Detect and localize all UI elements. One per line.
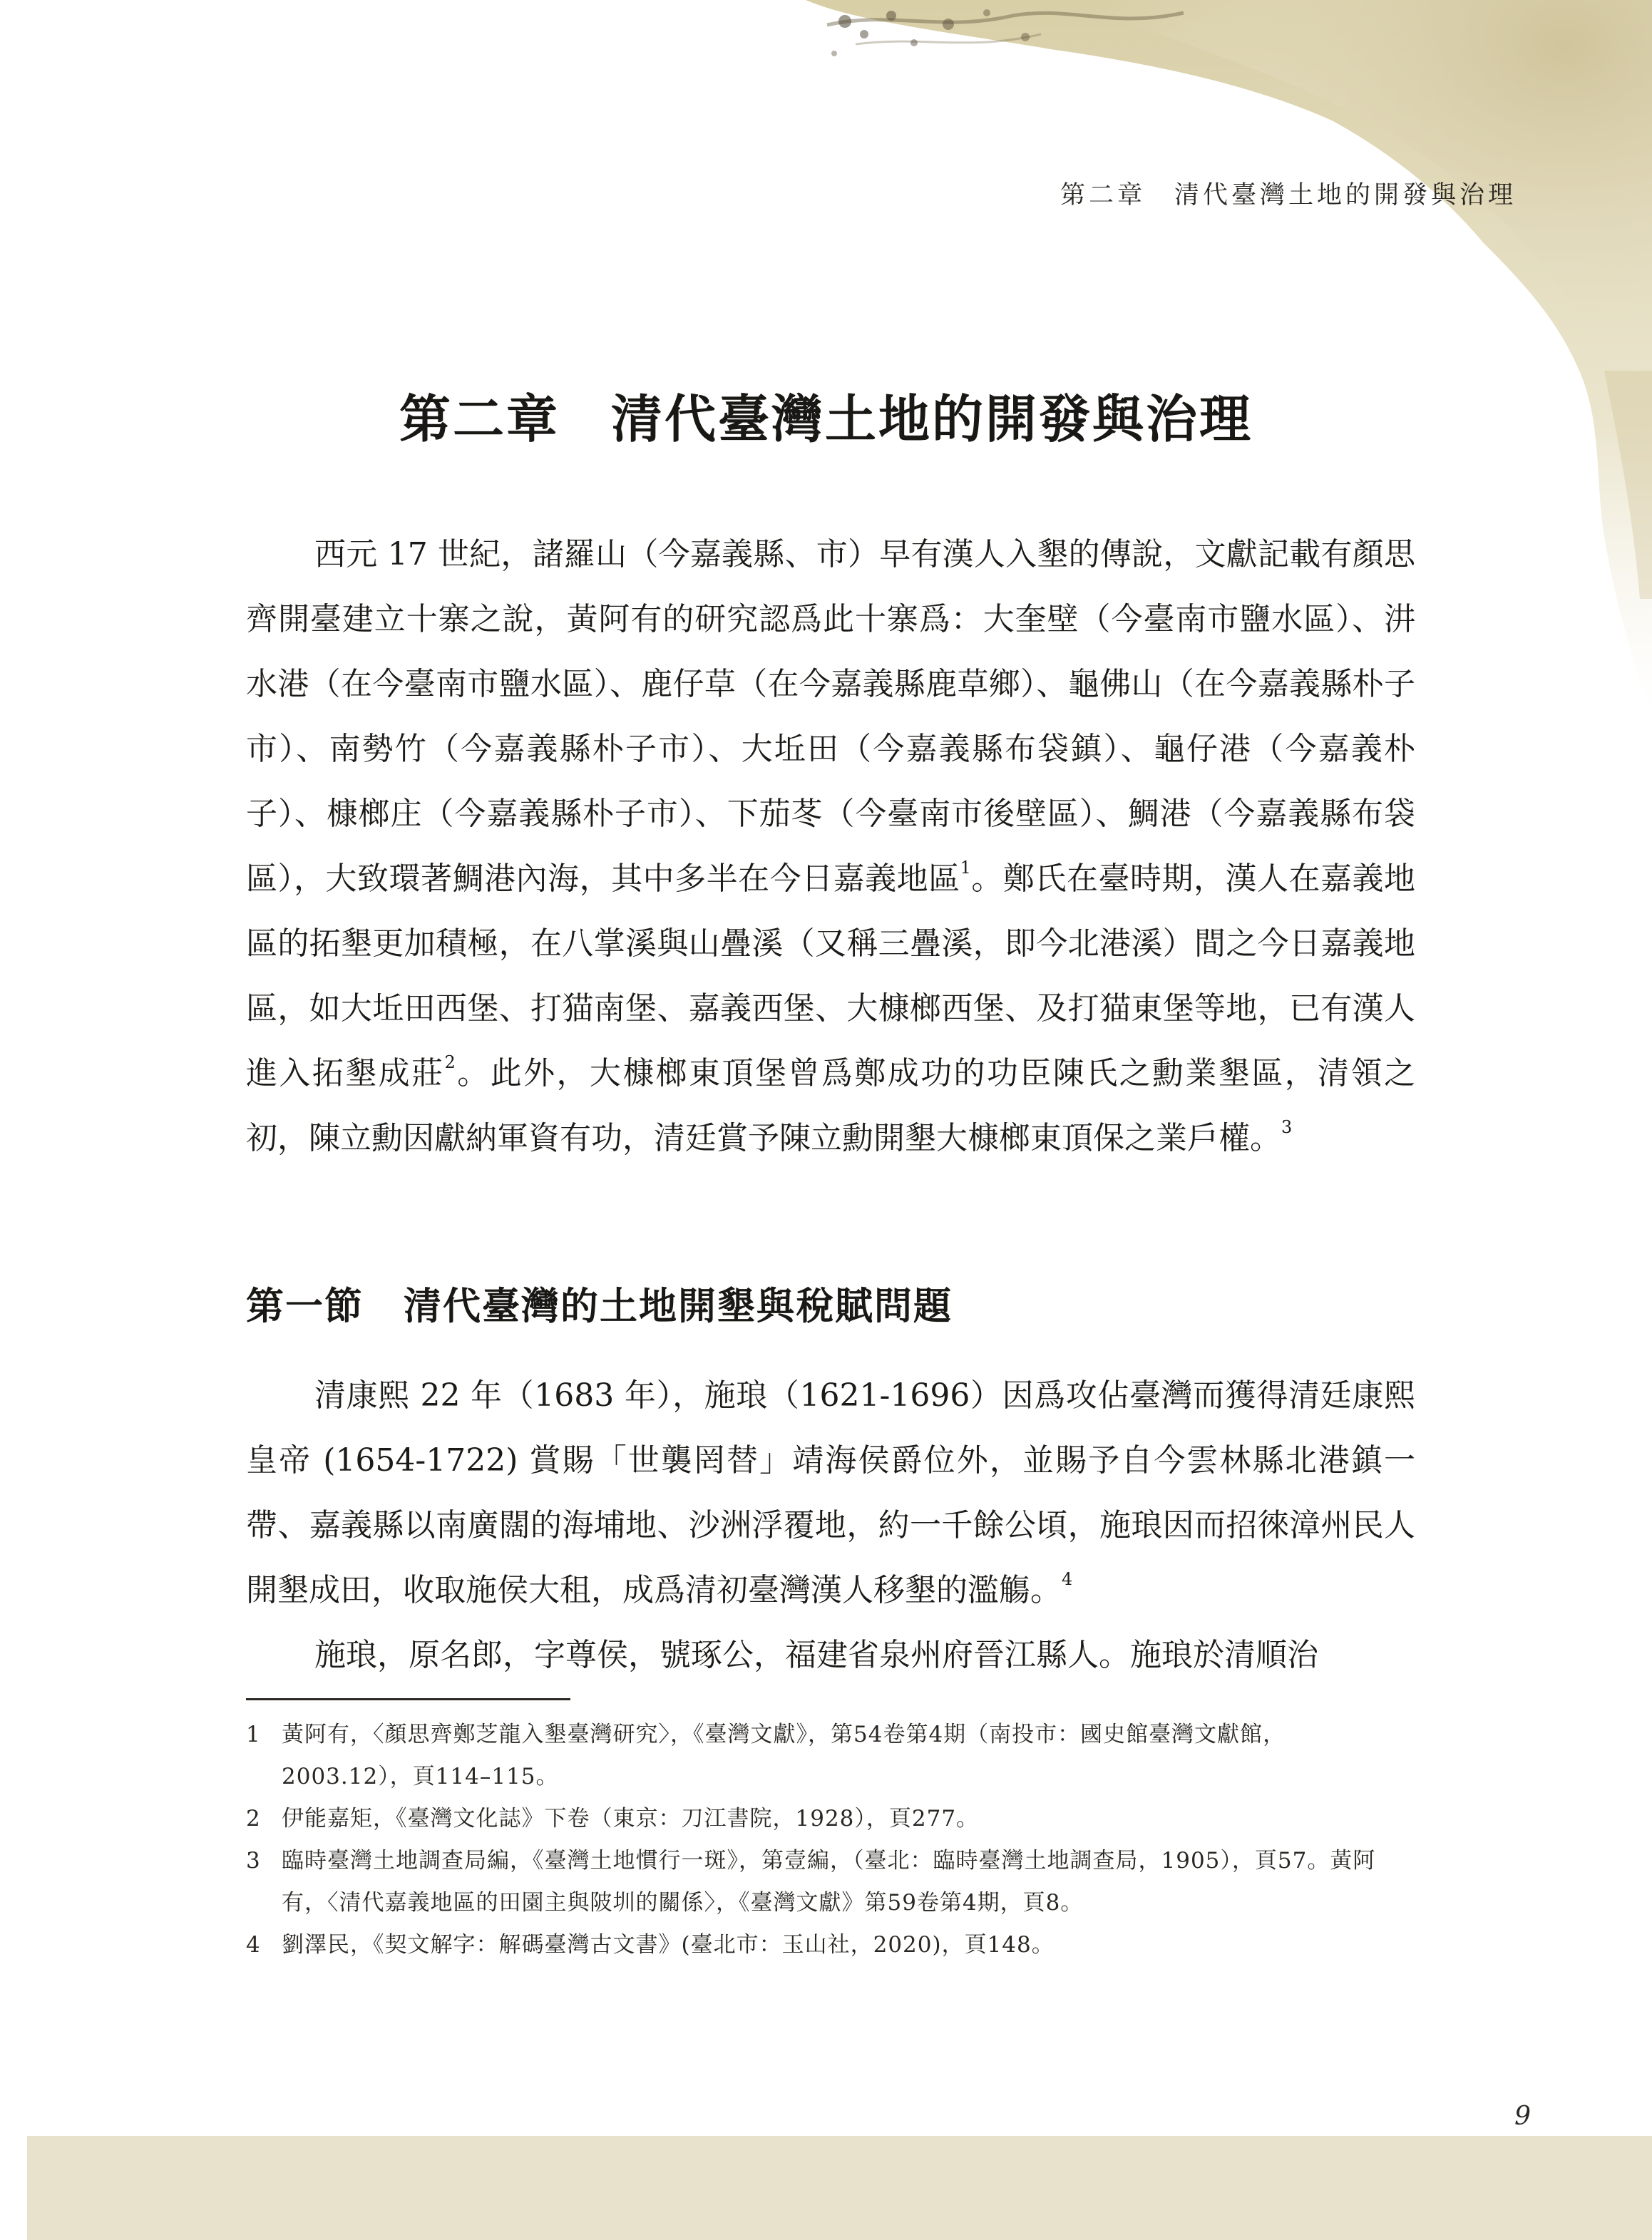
footnote-text: 黃阿有，〈顏思齊鄭芝龍入墾臺灣研究〉，《臺灣文獻》，第54卷第4期（南投市：國史館臺灣文獻館，2003.12），頁114–115。 xyxy=(282,1722,1286,1789)
footnote-ref-4[interactable]: 4 xyxy=(1062,1569,1073,1589)
footnotes xyxy=(246,1714,1401,1966)
section-label: 第一節 xyxy=(246,1284,364,1328)
intro-block xyxy=(246,522,1415,1171)
section-paragraph: 清康熙 22 年（1683 年），施琅（1621-1696）因爲攻佔臺灣而獲得清廷康熙皇帝 (1654-1722) 賞賜「世襲罔替」靖海侯爵位外，並賜予自今雲林縣北港鎮一帶、嘉義縣以南廣闊的海埔地、沙洲浮覆地，約一千餘公頃，施琅因而招徠漳州民人開墾成田，收取施侯大租，成爲清初臺灣漢人移墾的濫觴。$^4$ xyxy=(246,1377,1415,1608)
footnote-item xyxy=(246,1840,1401,1924)
footnote-number: 3 xyxy=(246,1848,261,1874)
chapter-name: 清代臺灣土地的開發與治理 xyxy=(611,389,1253,449)
footnote-item xyxy=(246,1714,1401,1798)
footnote-ref-3[interactable]: 3 xyxy=(1281,1117,1293,1137)
footnote-divider xyxy=(246,1698,570,1700)
footnote-text: 劉澤民，《契文解字：解碼臺灣古文書》(臺北市：玉山社，2020)，頁148。 xyxy=(282,1932,1055,1958)
section-body xyxy=(246,1363,1415,1687)
header-chapter-label: 第二章 xyxy=(1060,181,1146,210)
footnote-number: 4 xyxy=(246,1932,261,1958)
running-header xyxy=(1060,175,1517,211)
footnote-text: 伊能嘉矩，《臺灣文化誌》下卷（東京：刀江書院，1928），頁277。 xyxy=(282,1806,980,1831)
footnote-item xyxy=(246,1798,1401,1840)
bottom-color-band xyxy=(27,2136,1652,2240)
chapter-label: 第二章 xyxy=(399,389,560,449)
footnote-item xyxy=(246,1924,1401,1966)
footnote-text: 臨時臺灣土地調查局編，《臺灣土地慣行一斑》，第壹編，（臺北：臨時臺灣土地調查局，1905），頁57。黃阿有，〈清代嘉義地區的田園主與陂圳的關係〉，《臺灣文獻》第59卷第4期，頁8。 xyxy=(282,1848,1376,1916)
footnote-number: 1 xyxy=(246,1722,261,1747)
header-chapter-name: 清代臺灣土地的開發與治理 xyxy=(1174,181,1517,210)
footnote-number: 2 xyxy=(246,1806,261,1831)
section-name: 清代臺灣的土地開墾與稅賦問題 xyxy=(404,1284,953,1328)
footnote-ref-2[interactable]: 2 xyxy=(444,1052,456,1072)
section-paragraph: 施琅，原名郎，字尊侯，號琢公，福建省泉州府晉江縣人。施琅於清順治 xyxy=(314,1637,1318,1673)
chapter-title xyxy=(0,378,1652,452)
footnote-ref-1[interactable]: 1 xyxy=(960,858,971,878)
page-number: 9 xyxy=(1514,2102,1531,2131)
intro-paragraph: 西元 17 世紀，諸羅山（今嘉義縣、市）早有漢人入墾的傳說，文獻記載有顏思齊開臺建立十寨之說，黃阿有的研究認爲此十寨爲：大奎壁（今臺南市鹽水區）、汫水港（在今臺南市鹽水區）、鹿仔草（在今嘉義縣鹿草鄉）、龜佛山（在今嘉義縣朴子市）、南勢竹（今嘉義縣朴子市）、大坵田（今嘉義縣布袋鎮）、龜仔港（今嘉義朴子）、槺榔庄（今嘉義縣朴子市）、下茄苳（今臺南市後壁區）、鯛港（今嘉義縣布袋區），大致環著鯛港內海，其中多半在今日嘉義地區$^1$。鄭氏在臺時期，漢人在嘉義地區的拓墾更加積極，在八掌溪與山疊溪（又稱三疊溪，即今北港溪）間之今日嘉義地區，如大坵田西堡、打猫南堡、嘉義西堡、大槺榔西堡、及打猫東堡等地，已有漢人進入拓墾成莊$^2$。此外，大槺榔東頂堡曾爲鄭成功的功臣陳氏之勳業墾區，清領之初，陳立勳因獻納軍資有功，清廷賞予陳立勳開墾大槺榔東頂保之業戶權。$^3$ xyxy=(246,536,1416,1156)
section-heading xyxy=(246,1276,953,1330)
